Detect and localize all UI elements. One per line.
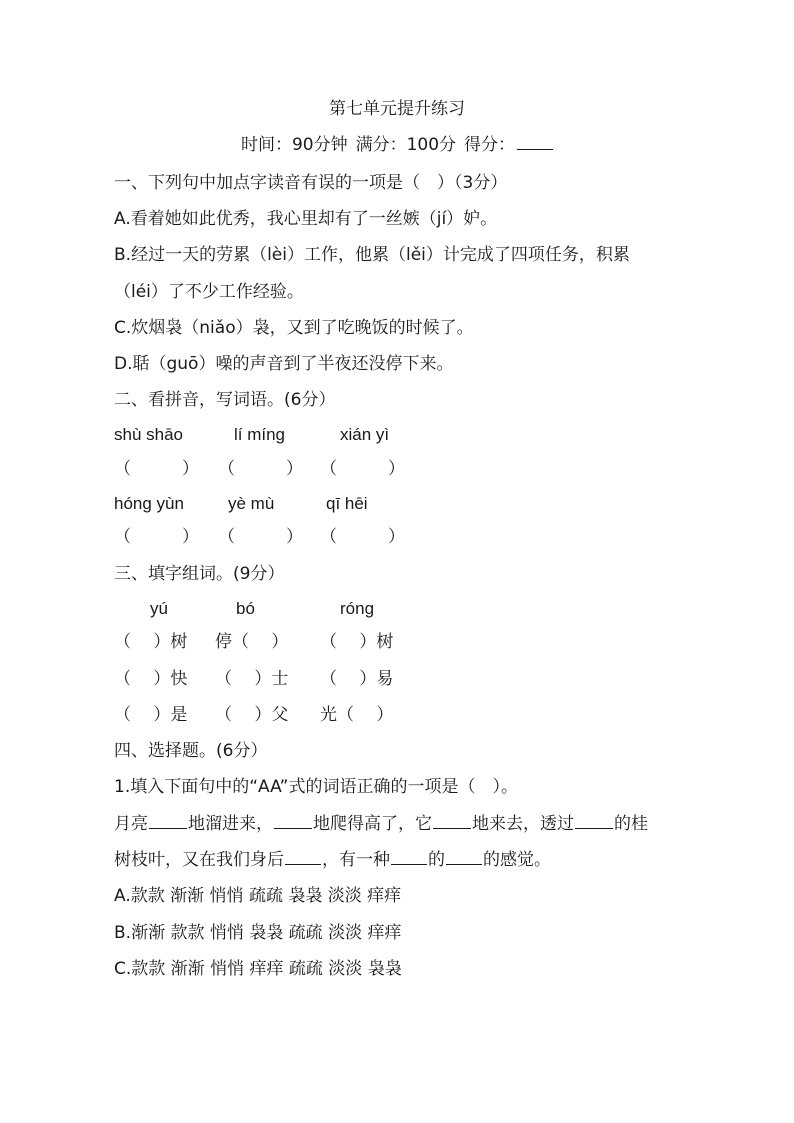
q2-answer-2[interactable]: （ ）: [218, 459, 303, 479]
q3-cell-3-3[interactable]: 光（ ）: [320, 705, 394, 725]
time-limit: 时间：90分钟: [240, 135, 348, 155]
q1-option-a[interactable]: A.看着她如此优秀，我心里却有了一丝嫉（jí）妒。: [114, 209, 498, 229]
q2-answer-5[interactable]: （ ）: [218, 527, 303, 547]
sentence-text: 地爬得高了，它: [313, 814, 432, 834]
sentence-text: 地来去，透过: [472, 814, 574, 834]
sentence-text: 的感觉。: [483, 850, 551, 870]
q2-pinyin-1: shù shāo: [114, 425, 183, 444]
sentence-text: 月亮: [114, 814, 148, 834]
exam-meta: [0, 133, 794, 157]
q1-option-d[interactable]: D.聒（guō）噪的声音到了半夜还没停下来。: [114, 354, 454, 374]
full-score: 满分：100分: [355, 135, 457, 155]
q3-cell-3-1[interactable]: （ ）是: [114, 705, 188, 725]
q3-cell-2-2[interactable]: （ ）士: [215, 669, 289, 689]
q4-option-a[interactable]: A.款款 渐渐 悄悄 疏疏 袅袅 淡淡 痒痒: [114, 886, 402, 906]
sentence-blank[interactable]: [274, 814, 312, 829]
sentence-text: 树枝叶，又在我们身后: [114, 850, 284, 870]
q3-cell-1-3[interactable]: （ ）树: [320, 632, 394, 652]
sentence-blank[interactable]: [446, 850, 482, 865]
q1-option-b[interactable]: B.经过一天的劳累（lèi）工作，他累（lěi）计完成了四项任务，积累: [114, 245, 630, 265]
q4-option-c[interactable]: C.款款 渐渐 悄悄 痒痒 疏疏 淡淡 袅袅: [114, 959, 402, 979]
q2-pinyin-3: xián yì: [340, 425, 390, 444]
score-blank[interactable]: [517, 135, 553, 150]
q1-heading: 一、下列句中加点字读音有误的一项是（ ）（3分）: [114, 173, 508, 193]
sentence-text: 地溜进来，: [188, 814, 273, 834]
q2-answer-4[interactable]: （ ）: [114, 527, 199, 547]
q3-heading: 三、填字组词。(9分）: [114, 564, 285, 584]
q3-pinyin-2: bó: [236, 599, 255, 618]
sentence-blank[interactable]: [433, 814, 471, 829]
q3-cell-1-1[interactable]: （ ）树: [114, 632, 188, 652]
q4-option-b[interactable]: B.渐渐 款款 悄悄 袅袅 疏疏 淡淡 痒痒: [114, 923, 402, 943]
sentence-text: 的桂: [614, 814, 648, 834]
q2-heading: 二、看拼音，写词语。(6分）: [114, 390, 336, 410]
score-label: 得分：: [464, 135, 516, 155]
sentence-blank[interactable]: [285, 850, 321, 865]
q3-cell-2-3[interactable]: （ ）易: [320, 669, 394, 689]
q3-cell-3-2[interactable]: （ ）父: [215, 705, 289, 725]
q2-answer-1[interactable]: （ ）: [114, 459, 199, 479]
sentence-text: 的: [428, 850, 445, 870]
sentence-blank[interactable]: [391, 850, 427, 865]
sentence-text: ，有一种: [322, 850, 390, 870]
q4-sentence-line-1: [114, 812, 648, 836]
q3-cell-1-2[interactable]: 停（ ）: [215, 632, 289, 652]
q2-pinyin-2: lí míng: [234, 425, 286, 444]
q2-pinyin-6: qī hēi: [326, 494, 368, 513]
q4-heading: 四、选择题。(6分）: [114, 741, 268, 761]
page-title: 第七单元提升练习: [329, 99, 465, 119]
q3-cell-2-1[interactable]: （ ）快: [114, 669, 188, 689]
q2-answer-6[interactable]: （ ）: [320, 527, 405, 547]
q4-item-1: 1.填入下面句中的“AA”式的词语正确的一项是（ ）。: [114, 777, 518, 797]
q2-pinyin-4: hóng yùn: [114, 494, 184, 513]
q1-option-b-cont: （léi）了不少工作经验。: [114, 282, 304, 302]
q3-pinyin-3: róng: [340, 599, 375, 618]
q2-pinyin-5: yè mù: [228, 494, 275, 513]
q3-pinyin-1: yú: [150, 599, 168, 618]
sentence-blank[interactable]: [575, 814, 613, 829]
q4-sentence-line-2: [114, 848, 551, 872]
q1-option-c[interactable]: C.炊烟袅（niǎo）袅，又到了吃晚饭的时候了。: [114, 318, 474, 338]
sentence-blank[interactable]: [149, 814, 187, 829]
q2-answer-3[interactable]: （ ）: [320, 459, 405, 479]
